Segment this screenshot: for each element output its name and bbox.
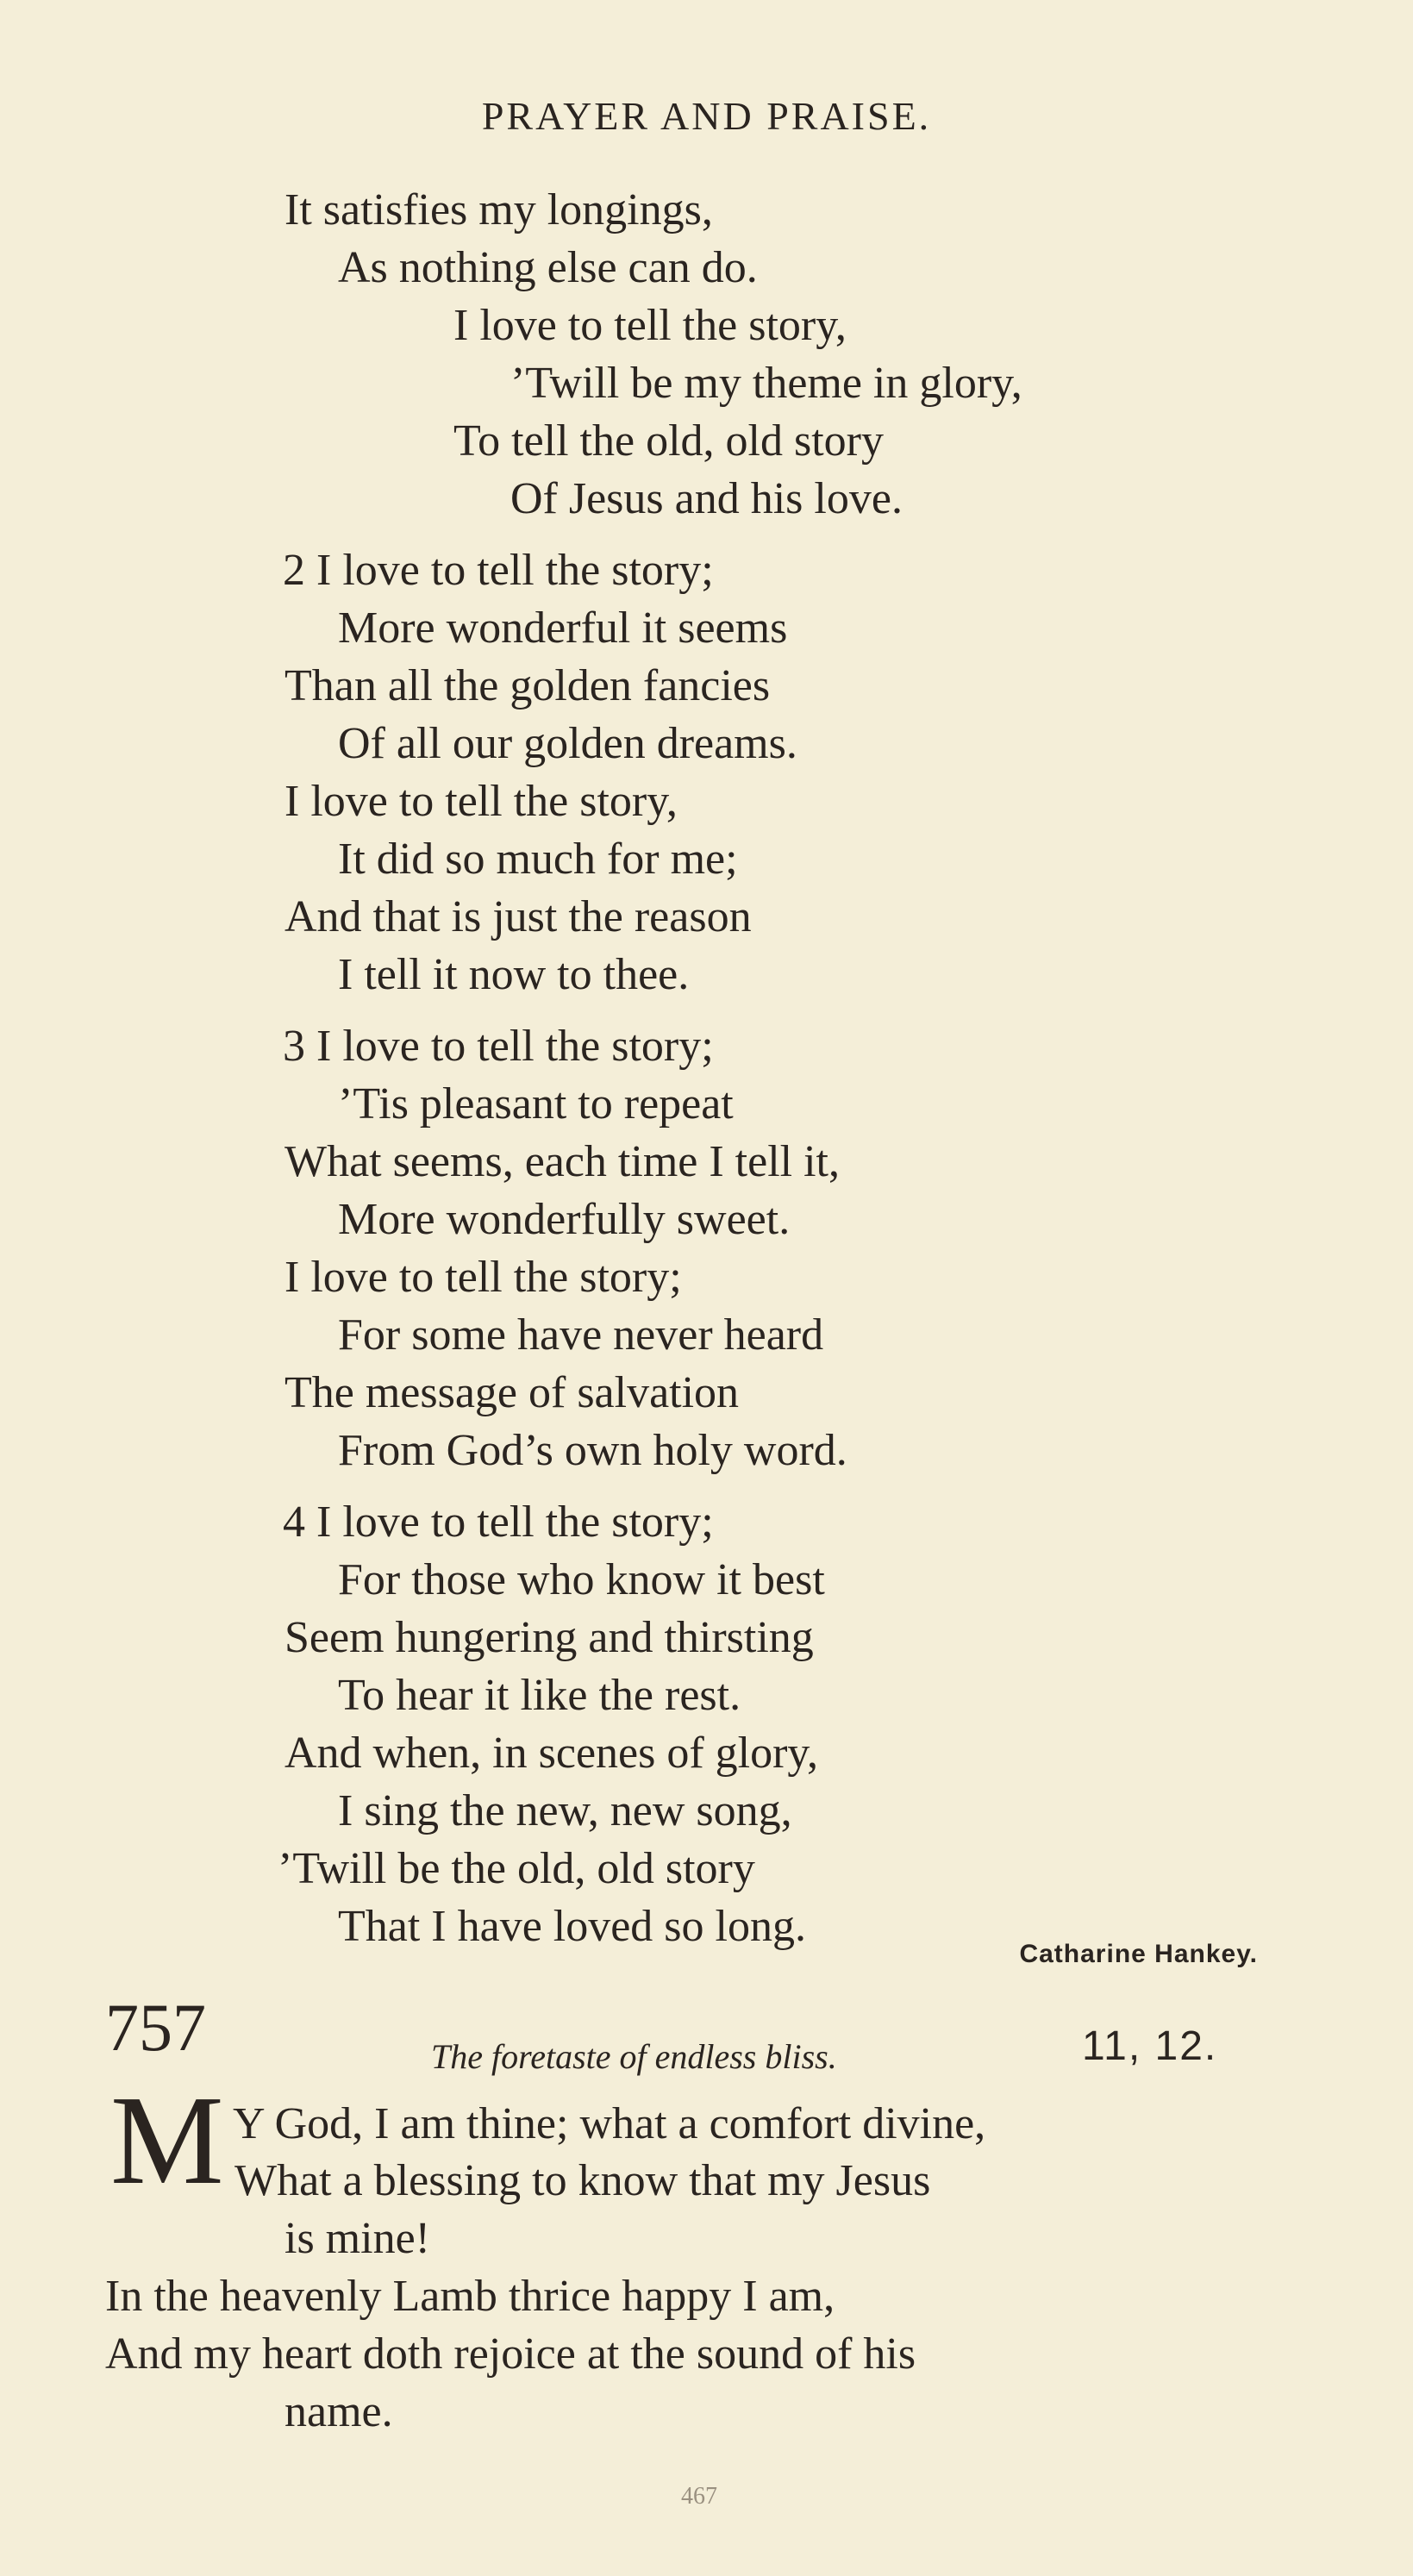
verse-line: is mine! (284, 2214, 430, 2263)
verse-line: For some have never heard (338, 1310, 824, 1360)
verse-line: ’Tis pleasant to repeat (338, 1079, 734, 1129)
author-attribution: Catharine Hankey. (1019, 1940, 1258, 1968)
verse-line: In the heavenly Lamb thrice happy I am, (105, 2272, 835, 2321)
hymn-number: 757 (105, 1990, 206, 2065)
verse-line: I sing the new, new song, (338, 1786, 792, 1835)
verse-line: To tell the old, old story (453, 416, 884, 466)
verse-line: 4 I love to tell the story; (283, 1497, 714, 1547)
verse-line: Y God, I am thine; what a comfort divine, (233, 2099, 986, 2148)
page-number: 467 (681, 2483, 717, 2510)
verse-line: And my heart doth rejoice at the sound of his (105, 2329, 916, 2379)
verse-line: As nothing else can do. (338, 243, 758, 292)
verse-line: Than all the golden fancies (284, 661, 771, 710)
verse-line: Seem hungering and thirsting (284, 1613, 814, 1662)
verse-line: From God’s own holy word. (338, 1426, 847, 1475)
verse-line: I love to tell the story, (284, 777, 678, 826)
verse-line: ’Twill be the old, old story (278, 1844, 755, 1893)
verse-line: For those who know it best (338, 1555, 825, 1604)
verse-line: And when, in scenes of glory, (284, 1729, 819, 1778)
verse-line: I love to tell the story, (453, 301, 847, 350)
page-header: PRAYER AND PRAISE. (481, 94, 932, 138)
verse-line: And that is just the reason (284, 892, 752, 941)
drop-cap: M (110, 2070, 224, 2211)
verse-line: What seems, each time I tell it, (284, 1137, 840, 1186)
verse-line: Of Jesus and his love. (510, 474, 903, 523)
verse-line: To hear it like the rest. (338, 1671, 741, 1720)
verse-line: 2 I love to tell the story; (283, 546, 714, 595)
verse-line: name. (284, 2387, 393, 2436)
verse-line: ’Twill be my theme in glory, (510, 359, 1022, 408)
hymn-reference: 11, 12. (1082, 2023, 1218, 2069)
verse-line: More wonderful it seems (338, 603, 788, 653)
verse-line: Of all our golden dreams. (338, 719, 797, 768)
verse-line: The message of salvation (284, 1368, 740, 1417)
verse-line: That I have loved so long. (338, 1902, 806, 1951)
verse-line: 3 I love to tell the story; (283, 1022, 714, 1071)
verse-line: It satisfies my longings, (284, 185, 713, 234)
verse-line: It did so much for me; (338, 835, 738, 884)
verse-line: More wonderfully sweet. (338, 1195, 791, 1244)
verse-line: What a blessing to know that my Jesus (234, 2156, 931, 2205)
verse-line: I love to tell the story; (284, 1253, 682, 1302)
verse-line: I tell it now to thee. (338, 950, 690, 999)
hymn-description: The foretaste of endless bliss. (431, 2037, 837, 2076)
